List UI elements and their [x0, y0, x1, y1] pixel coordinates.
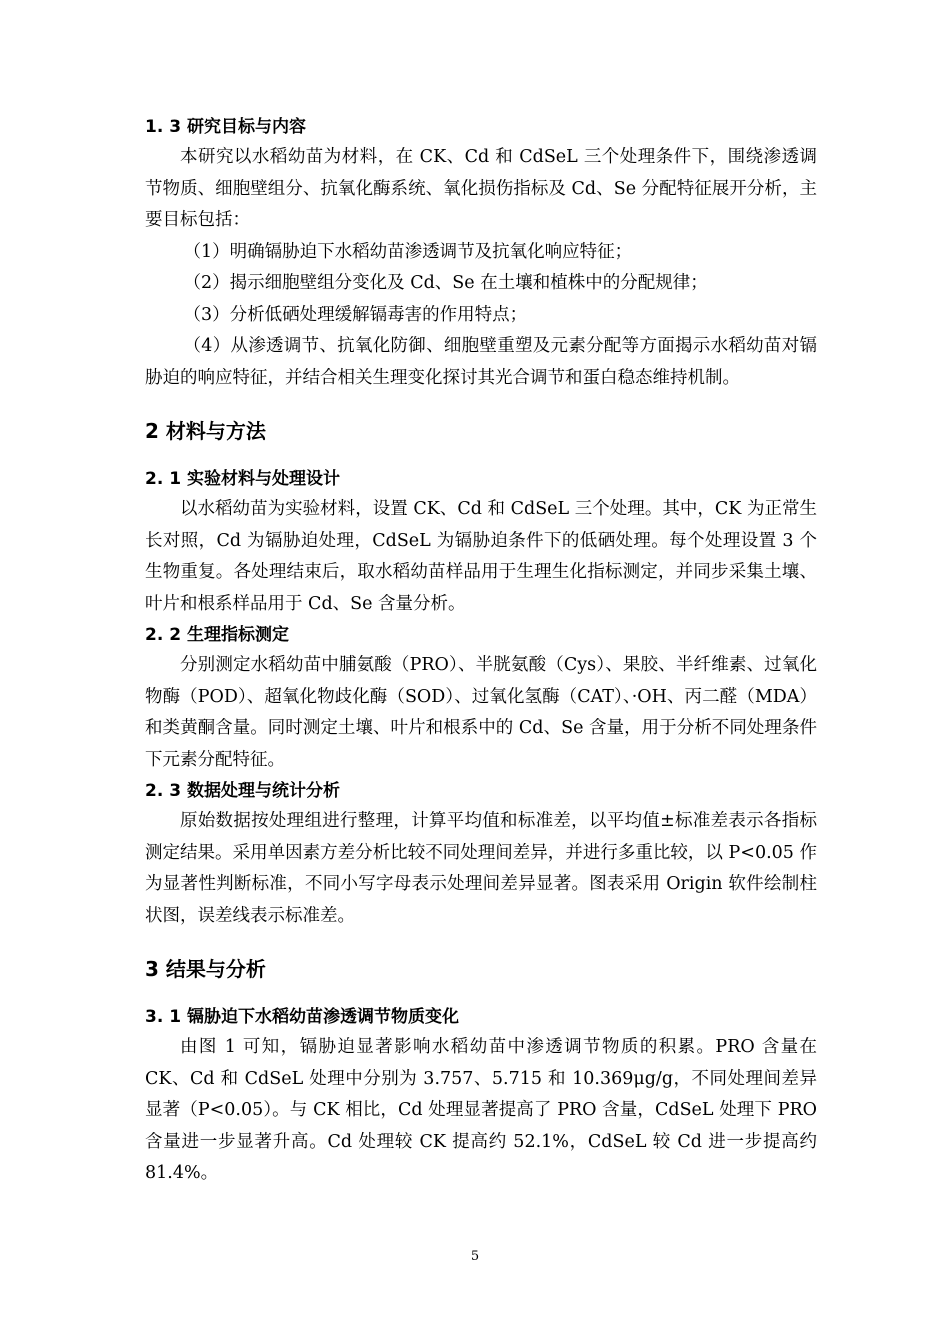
objective-item-4: （4）从渗透调节、抗氧化防御、细胞壁重塑及元素分配等方面揭示水稻幼苗对镉胁迫的响应特征，并结合相关生理变化探讨其光合调节和蛋白稳态维持机制。 — [145, 336, 817, 388]
page-content — [145, 112, 817, 1190]
subsection-heading-1-3: 1. 3 研究目标与内容 — [145, 117, 306, 137]
objective-item-3: （3）分析低硒处理缓解镉毒害的作用特点； — [183, 304, 528, 325]
objective-item-1: （1）明确镉胁迫下水稻幼苗渗透调节及抗氧化响应特征； — [183, 241, 633, 262]
paragraph-2-1: 以水稻幼苗为实验材料，设置 CK、Cd 和 CdSeL 三个处理。其中，CK 为正常生长对照，Cd 为镉胁迫处理，CdSeL 为镉胁迫条件下的低硒处理。每个处理设置 3 个生物重复。各处理结束后，取水稻幼苗样品用于生理生化指标测定，并同步采集土壤、叶片和根系样品用于 Cd、Se 含量分析。 — [145, 499, 817, 614]
subsection-heading-2-3: 2. 3 数据处理与统计分析 — [145, 781, 340, 801]
paragraph-2-2: 分别测定水稻幼苗中脯氨酸（PRO）、半胱氨酸（Cys）、果胶、半纤维素、过氧化物酶（POD）、超氧化物歧化酶（SOD）、过氧化氢酶（CAT）、·OH、丙二醛（MDA）和类黄酮含量。同时测定土壤、叶片和根系中的 Cd、Se 含量，用于分析不同处理条件下元素分配特征。 — [145, 655, 817, 770]
subsection-heading-3-1: 3. 1 镉胁迫下水稻幼苗渗透调节物质变化 — [145, 1007, 459, 1027]
subsection-heading-2-1: 2. 1 实验材料与处理设计 — [145, 469, 340, 489]
paragraph-3-1: 由图 1 可知，镉胁迫显著影响水稻幼苗中渗透调节物质的积累。PRO 含量在 CK、Cd 和 CdSeL 处理中分别为 3.757、5.715 和 10.369μg/g，不同处理间差异显著（P<0.05）。与 CK 相比，Cd 处理显著提高了 PRO 含量，CdSeL 处理下 PRO 含量进一步显著升高。Cd 处理较 CK 提高约 52.1%，CdSeL 较 Cd 进一步提高约 81.4%。 — [145, 1037, 817, 1183]
section-heading-3: 3 结果与分析 — [145, 957, 266, 981]
subsection-heading-2-2: 2. 2 生理指标测定 — [145, 625, 289, 645]
section-heading-2: 2 材料与方法 — [145, 419, 266, 443]
paragraph-1-3-intro: 本研究以水稻幼苗为材料，在 CK、Cd 和 CdSeL 三个处理条件下，围绕渗透调节物质、细胞壁组分、抗氧化酶系统、氧化损伤指标及 Cd、Se 分配特征展开分析，主要目标包括： — [145, 147, 817, 230]
objective-item-2: （2）揭示细胞壁组分变化及 Cd、Se 在土壤和植株中的分配规律； — [183, 273, 708, 293]
page-number: 5 — [470, 1249, 480, 1264]
paragraph-2-3: 原始数据按处理组进行整理，计算平均值和标准差，以平均值±标准差表示各指标测定结果。采用单因素方差分析比较不同处理间差异，并进行多重比较，以 P<0.05 作为显著性判断标准，不同小写字母表示处理间差异显著。图表采用 Origin 软件绘制柱状图，误差线表示标准差。 — [145, 811, 817, 926]
